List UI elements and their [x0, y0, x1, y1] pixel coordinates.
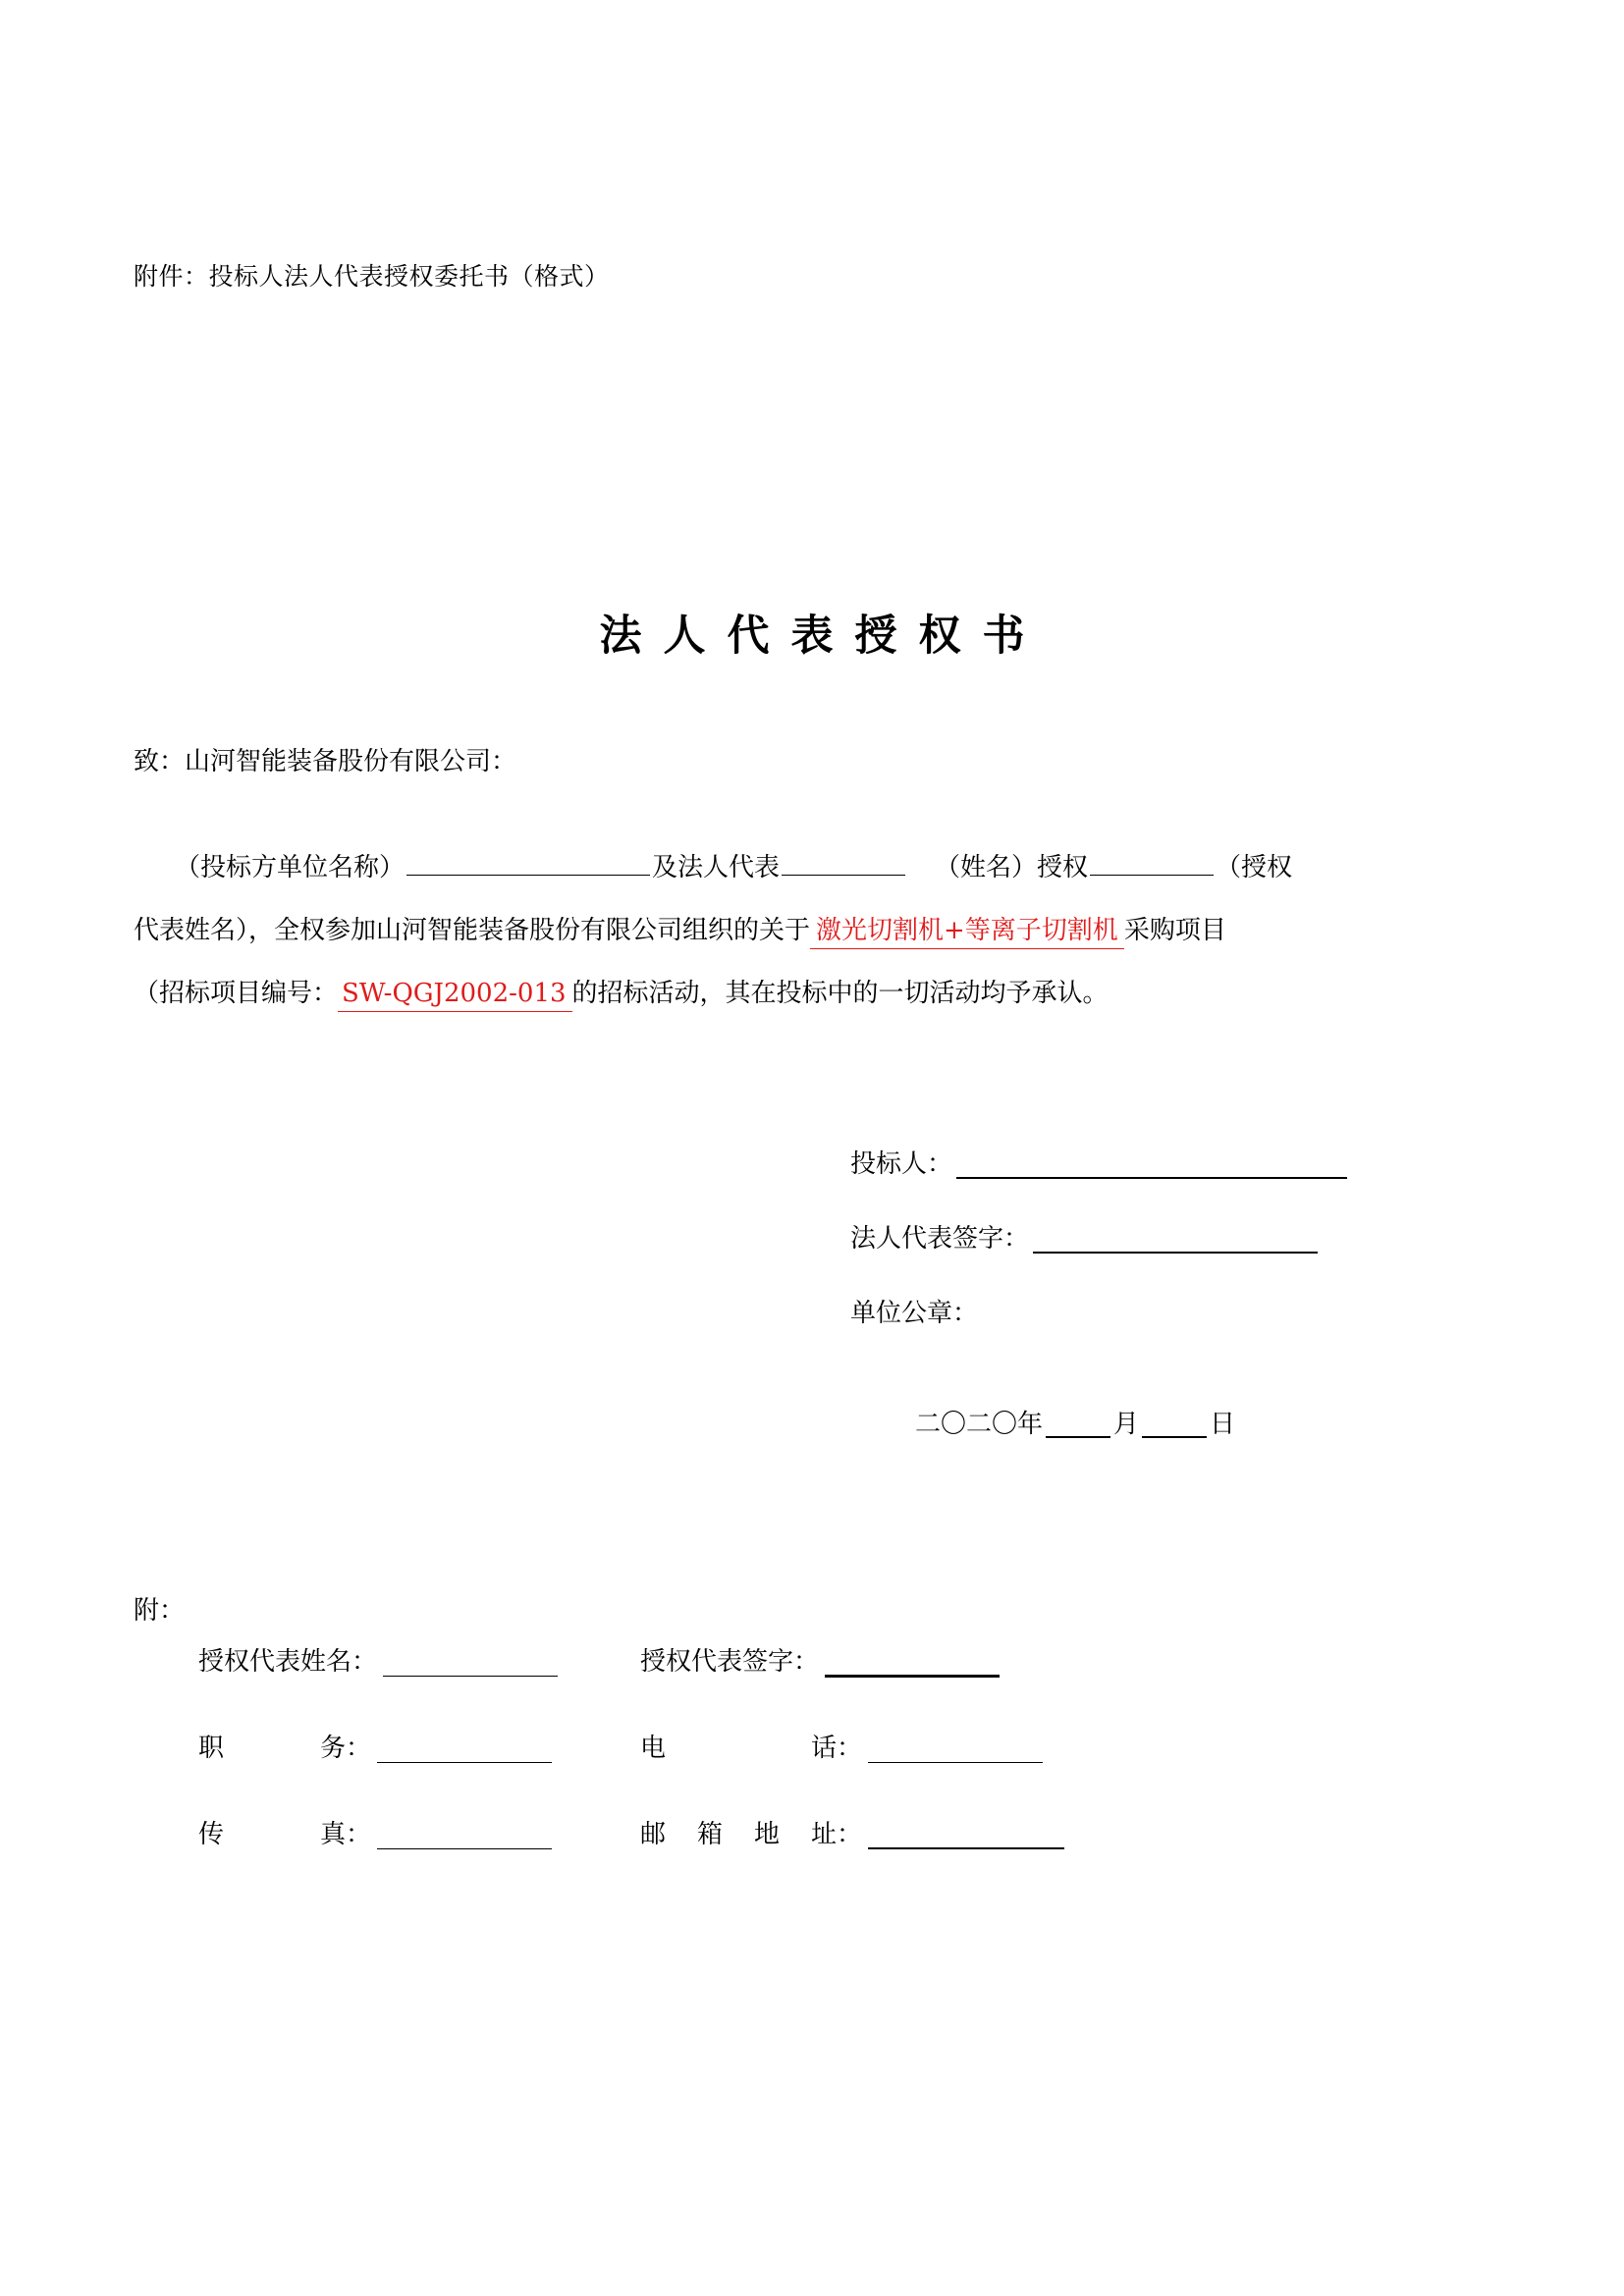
legal-rep-sign-label: 法人代表签字： — [850, 1224, 1030, 1254]
email-colon: ： — [837, 1820, 863, 1849]
position-colon: ： — [346, 1734, 372, 1763]
authorize-suffix: （授权 — [1216, 853, 1293, 882]
appendix-cell-position — [198, 1728, 640, 1764]
legal-rep-name-blank[interactable] — [782, 845, 905, 876]
appendix-row-position — [198, 1728, 1475, 1814]
authorize-label: （姓名）授权 — [935, 853, 1089, 882]
authorized-rep-blank[interactable] — [1090, 845, 1214, 876]
appendix-grid — [198, 1641, 1475, 1900]
auth-rep-sign-blank[interactable] — [825, 1649, 1000, 1678]
date-row — [915, 1404, 1235, 1440]
date-month-unit: 月 — [1113, 1410, 1140, 1439]
bidder-sign-line[interactable] — [956, 1151, 1347, 1179]
appendix-cell-fax — [198, 1814, 640, 1850]
company-seal-label: 单位公章： — [850, 1299, 979, 1328]
appendix-label: 附： — [134, 1596, 186, 1626]
signature-block — [850, 1144, 1347, 1367]
legal-rep-sign-line[interactable] — [1033, 1226, 1318, 1254]
appendix-row-name — [198, 1641, 1475, 1728]
salutation: 致：山河智能装备股份有限公司： — [134, 747, 517, 776]
legal-rep-label: 及法人代表 — [652, 853, 781, 882]
attachment-note: 附件：投标人法人代表授权委托书（格式） — [134, 262, 610, 291]
body-line2-suffix: 采购项目 — [1123, 916, 1226, 945]
body-line2-prefix: 代表姓名），全权参加山河智能装备股份有限公司组织的关于 — [134, 916, 811, 945]
body-line-2 — [134, 899, 1498, 962]
position-blank[interactable] — [377, 1736, 552, 1763]
bidder-name-blank[interactable] — [406, 845, 650, 876]
date-day-unit: 日 — [1210, 1410, 1236, 1439]
auth-rep-name-label: 授权代表姓名： — [198, 1647, 378, 1677]
body-paragraph — [134, 836, 1498, 1025]
auth-rep-sign-label: 授权代表签字： — [640, 1647, 820, 1677]
project-number-filled: SW-QGJ2002-013 — [338, 977, 572, 1012]
fax-label: 传真 — [198, 1820, 346, 1849]
phone-blank[interactable] — [868, 1736, 1043, 1763]
position-label: 职务 — [198, 1734, 346, 1763]
signature-row-seal — [850, 1293, 1347, 1367]
auth-rep-name-blank[interactable] — [383, 1650, 558, 1677]
body-line3-suffix: 的招标活动，其在投标中的一切活动均予承认。 — [571, 979, 1109, 1008]
appendix-cell-rep-sign — [640, 1641, 1229, 1678]
date-year: 二〇二〇年 — [915, 1410, 1044, 1439]
phone-colon: ： — [837, 1734, 863, 1763]
appendix-cell-phone — [640, 1728, 1229, 1764]
signature-row-legal-rep — [850, 1218, 1347, 1293]
date-month-blank[interactable] — [1046, 1413, 1110, 1438]
bidder-sign-label: 投标人： — [850, 1149, 953, 1179]
fax-blank[interactable] — [377, 1823, 552, 1849]
appendix-cell-email — [640, 1814, 1229, 1850]
phone-label: 电话 — [640, 1734, 837, 1763]
fax-colon: ： — [346, 1820, 372, 1849]
email-blank[interactable] — [868, 1822, 1064, 1849]
body-line-3 — [134, 962, 1498, 1025]
signature-row-bidder — [850, 1144, 1347, 1218]
appendix-row-fax — [198, 1814, 1475, 1900]
bidder-name-label: （投标方单位名称） — [175, 853, 406, 882]
appendix-cell-rep-name — [198, 1641, 640, 1678]
body-line-1 — [134, 836, 1498, 899]
email-label: 邮箱地址 — [640, 1820, 837, 1849]
date-day-blank[interactable] — [1142, 1413, 1207, 1438]
project-number-label: （招标项目编号： — [134, 979, 339, 1008]
project-name-filled: 激光切割机+等离子切割机 — [810, 914, 1124, 949]
page-title: 法人代表授权书 — [599, 612, 1047, 661]
